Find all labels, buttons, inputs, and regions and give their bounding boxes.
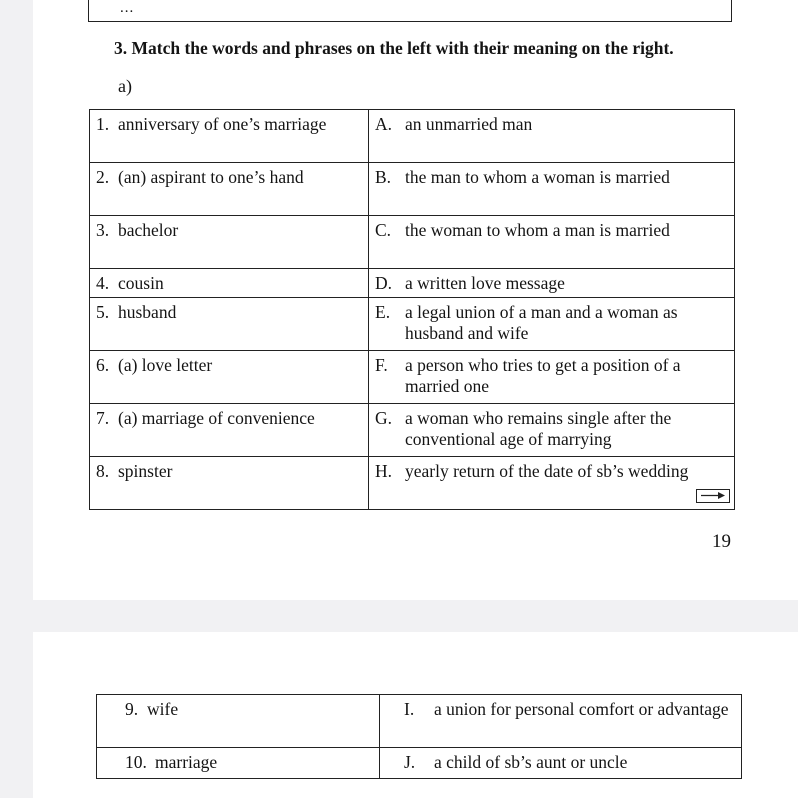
- item-word: wife: [147, 699, 179, 719]
- left-cell: [97, 695, 380, 748]
- item-word: spinster: [118, 461, 173, 481]
- right-cell: [369, 163, 735, 216]
- meaning-text: a union for personal comfort or advantage: [434, 699, 729, 719]
- right-cell: [369, 298, 735, 351]
- meaning-letter: A.: [375, 114, 393, 134]
- item-number: 6.: [96, 355, 110, 375]
- page-number: 19: [712, 531, 731, 552]
- item-number: 2.: [96, 167, 110, 187]
- table-row: [90, 163, 735, 216]
- left-cell: [97, 748, 380, 779]
- meaning-letter: C.: [375, 220, 392, 240]
- item-number: 7.: [96, 408, 110, 428]
- item-word: (a) love letter: [118, 355, 213, 375]
- item-number: 9.: [125, 699, 139, 719]
- meaning-letter: B.: [375, 167, 392, 187]
- right-cell: [380, 748, 742, 779]
- meaning-text: yearly return of the date of sb’s wedding: [405, 461, 689, 481]
- meaning-letter: J.: [404, 752, 416, 772]
- item-number: 4.: [96, 273, 110, 293]
- previous-continuation: ...: [120, 0, 135, 16]
- item-number: 1.: [96, 114, 110, 134]
- meaning-letter: F.: [375, 355, 388, 375]
- meaning-text: the woman to whom a man is married: [405, 220, 670, 240]
- matching-table-continued: [96, 694, 742, 779]
- table-row: [90, 404, 735, 457]
- meaning-text: a legal union of a man and a woman as husband and wife: [405, 302, 678, 343]
- meaning-text: a written love message: [405, 273, 565, 293]
- item-word: cousin: [118, 273, 164, 293]
- table-row: [90, 457, 735, 510]
- meaning-text: a woman who remains single after the conventional age of marrying: [405, 408, 672, 449]
- right-cell: [369, 110, 735, 163]
- item-number: 8.: [96, 461, 110, 481]
- right-cell: [369, 404, 735, 457]
- item-word: (an) aspirant to one’s hand: [118, 167, 304, 187]
- right-cell: [369, 216, 735, 269]
- left-cell: [90, 269, 369, 298]
- left-cell: [90, 404, 369, 457]
- item-number: 10.: [125, 752, 147, 772]
- right-cell: [369, 457, 735, 510]
- meaning-text: a person who tries to get a position of a married one: [405, 355, 681, 396]
- meaning-letter: E.: [375, 302, 391, 322]
- meaning-text: a child of sb’s aunt or uncle: [434, 752, 628, 772]
- left-cell: [90, 216, 369, 269]
- left-cell: [90, 298, 369, 351]
- table-row: [97, 695, 742, 748]
- item-word: bachelor: [118, 220, 179, 240]
- left-cell: [90, 457, 369, 510]
- meaning-letter: D.: [375, 273, 393, 293]
- left-cell: [90, 351, 369, 404]
- left-cell: [90, 163, 369, 216]
- table-row: [97, 748, 742, 779]
- table-row: [90, 351, 735, 404]
- previous-exercise-box: [88, 0, 732, 22]
- right-cell: [369, 269, 735, 298]
- item-number: 3.: [96, 220, 110, 240]
- next-page-arrow-icon: [696, 489, 730, 503]
- left-cell: [90, 110, 369, 163]
- item-word: marriage: [155, 752, 218, 772]
- meaning-letter: G.: [375, 408, 393, 428]
- item-word: anniversary of one’s marriage: [118, 114, 327, 134]
- right-cell: [369, 351, 735, 404]
- meaning-text: the man to whom a woman is married: [405, 167, 670, 187]
- right-cell: [380, 695, 742, 748]
- task-heading: 3. Match the words and phrases on the left with their meaning on the right.: [114, 38, 674, 58]
- meaning-letter: I.: [404, 699, 415, 719]
- table-row: [90, 110, 735, 163]
- item-word: (a) marriage of convenience: [118, 408, 315, 428]
- meaning-letter: H.: [375, 461, 393, 481]
- item-word: husband: [118, 302, 177, 322]
- part-label: a): [118, 76, 132, 96]
- table-row: [90, 298, 735, 351]
- meaning-text: an unmarried man: [405, 114, 533, 134]
- table-row: [90, 216, 735, 269]
- matching-table: [89, 109, 735, 510]
- item-number: 5.: [96, 302, 110, 322]
- table-row: [90, 269, 735, 298]
